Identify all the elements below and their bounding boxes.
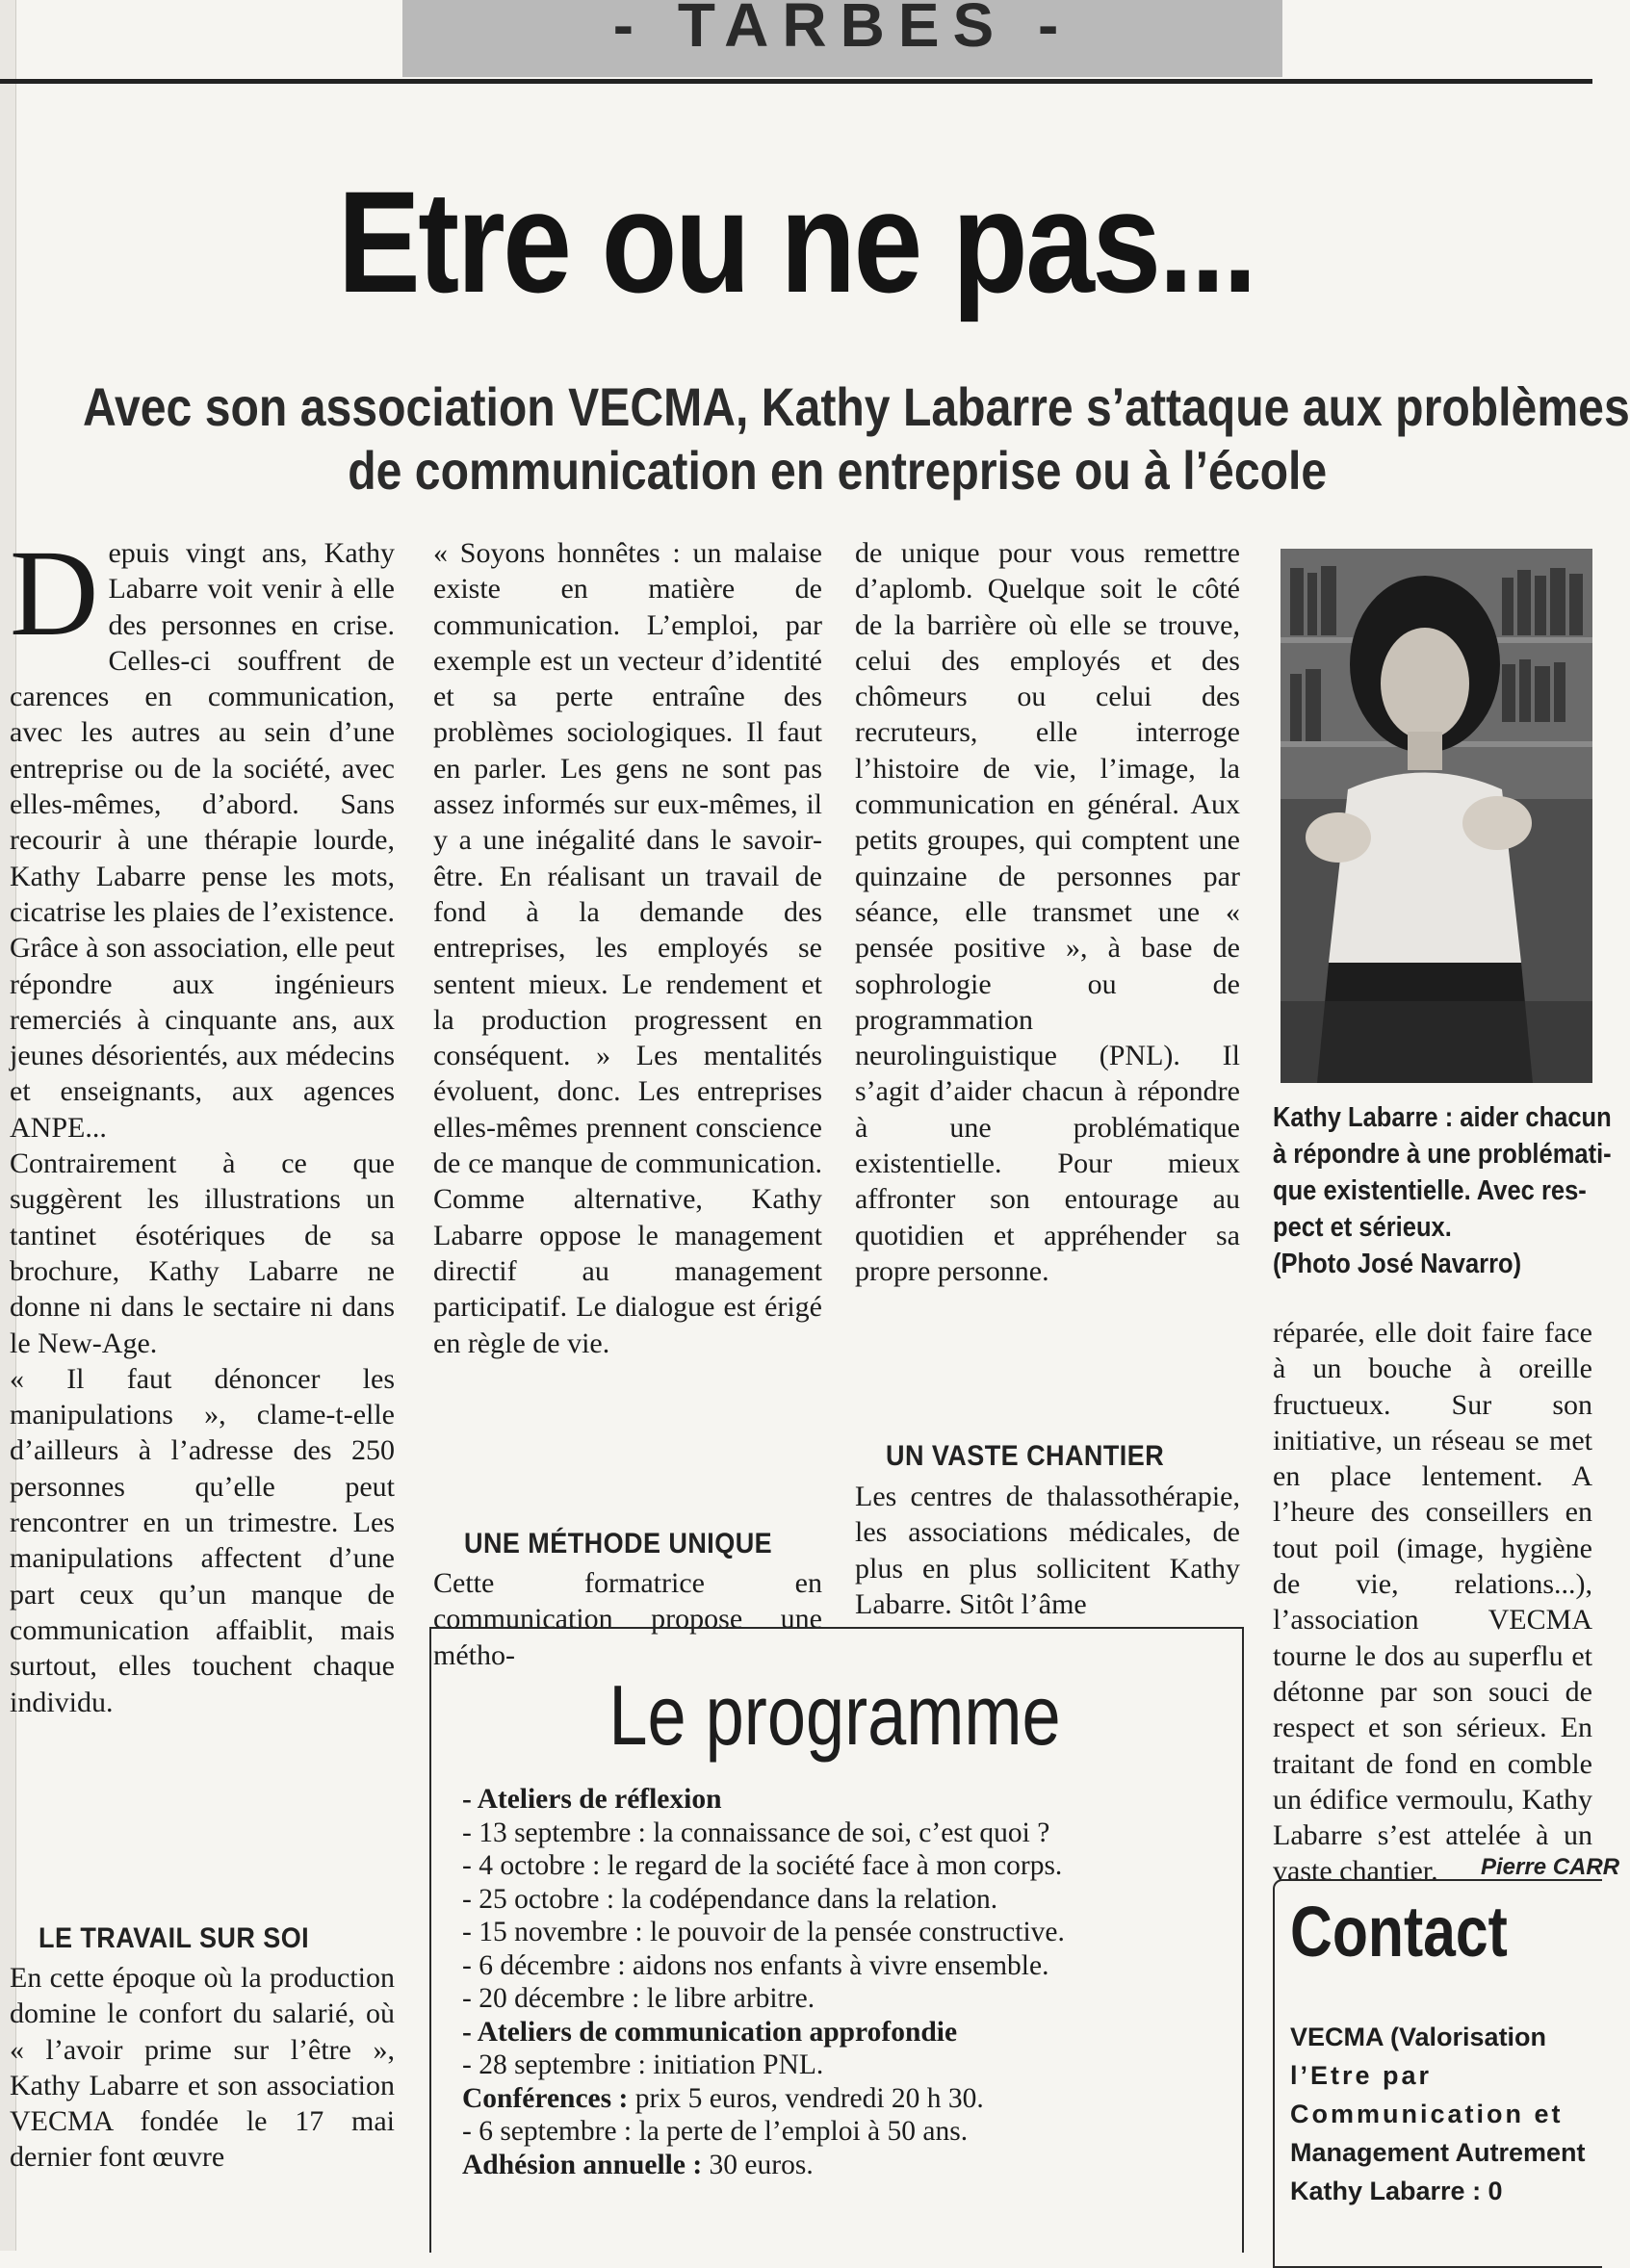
programme-line: - 13 septembre : la connaissance de soi, c’est quoi ? bbox=[462, 1817, 1050, 1848]
article-column-2 bbox=[433, 535, 822, 1361]
drop-cap: D bbox=[10, 525, 99, 661]
paragraph: Cette formatrice en communication propose une métho- bbox=[433, 1567, 822, 1671]
contact-line: Management Autrement bbox=[1290, 2138, 1586, 2167]
paragraph: Les centres de thalassothérapie, les associations médicales, de plus en plus sollicitent Kathy Labarre. Sitôt l’âme bbox=[855, 1481, 1240, 1620]
contact-title: Contact bbox=[1290, 1892, 1508, 1972]
programme-line: - Ateliers de communication approfondie bbox=[462, 2016, 958, 2048]
top-rule bbox=[0, 79, 1592, 84]
headline: Etre ou ne pas... bbox=[337, 161, 1255, 322]
programme-line: - 25 octobre : la codépendance dans la relation. bbox=[462, 1883, 998, 1915]
programme-list bbox=[462, 1783, 1213, 2181]
paragraph: « Soyons honnêtes : un malaise existe en matière de communication. L’emploi, par exemple est un vecteur d’identité et sa perte entraîne des problèmes sociologiques. Il faut en parler. Les gens ne sont pas assez informés sur eux-mêmes, il y a une inégalité dans le savoir-être. En réalisant un travail de fond à la demande des entreprises, les employés se sentent mieux. Le rendement et la production progressent en conséquent. » Les mentalités évoluent, donc. Les entreprises elles-mêmes prennent conscience de ce manque de communication. Comme alternative, Kathy Labarre oppose le management directif au management participatif. Le dialogue est érigé en règle de vie. bbox=[433, 537, 822, 1359]
caption-line: à répondre à une problémati- bbox=[1273, 1139, 1612, 1170]
programme-value: prix 5 euros, vendredi 20 h 30. bbox=[628, 2082, 984, 2114]
contact-line: VECMA (Valorisation bbox=[1290, 2023, 1547, 2051]
subhead-line-1: Avec son association VECMA, Kathy Labarre s’attaque aux problèmes bbox=[83, 376, 1630, 437]
paragraph: réparée, elle doit faire face à un bouche à oreille fructueux. Sur son initiative, un réseau se met en place lentement. A l’heure des conseillers en tout poil (image, hygiène de vie, relations...), l’association VECMA tourne le dos au superflu et détonne par son souci de respect et son sérieux. En traitant de fond en comble un édifice vermoulu, Kathy Labarre s’est attelée à un vaste chantier. bbox=[1273, 1317, 1592, 1888]
programme-title: Le programme bbox=[608, 1667, 1061, 1763]
lead-text: epuis vingt ans, Kathy Labarre voit venir à elle des personnes en crise. Celles-ci souffrent de carences en communication, avec les autres au sein d’une entreprise ou de la société, avec elles-mêmes, d’abord. Sans recourir à une thérapie lourde, Kathy Labarre pense les mots, cicatrise les plaies de l’existence. Grâce à son association, elle peut répondre aux ingénieurs remerciés à cinquante ans, aux jeunes désorientés, aux médecins et enseignants, aux agences ANPE... bbox=[10, 537, 395, 1144]
article-column-1-continued bbox=[10, 1960, 395, 2176]
programme-line bbox=[462, 2082, 1213, 2116]
programme-label: Adhésion annuelle : bbox=[462, 2149, 703, 2180]
article-column-4 bbox=[1273, 1315, 1592, 1890]
photo-portrait-icon bbox=[1281, 549, 1592, 1083]
paragraph: de unique pour vous remettre d’aplomb. Quelque soit le côté de la barrière où elle se trouve, celui des employés et des chômeurs ou celui des recruteurs, elle interroge l’histoire de vie, l’image, la communication en général. Aux petits groupes, qui comptent une quinzaine de personnes par séance, elle transmet une « pensée positive », à base de sophrologie ou de programmation neurolinguistique (PNL). Il s’agit d’aider chacun à répondre à une problématique existentielle. Pour mieux affronter son entourage au quotidien et appréhender sa propre personne. bbox=[855, 537, 1240, 1287]
article-column-3 bbox=[855, 535, 1240, 1289]
section-heading-travail: LE TRAVAIL SUR SOI bbox=[39, 1922, 310, 1954]
photo-portrait bbox=[1281, 549, 1592, 1083]
caption-line: Kathy Labarre : aider chacun bbox=[1273, 1102, 1612, 1133]
byline: Pierre CARR bbox=[1481, 1854, 1620, 1880]
programme-line: - 6 décembre : aidons nos enfants à vivre ensemble. bbox=[462, 1949, 1049, 1981]
paragraph: « Il faut dénoncer les manipulations », clame-t-elle d’ailleurs à l’adresse des 250 personnes qu’elle peut rencontrer en un trimestre. Les manipulations affectent d’une part ceux qu’un manque de communication affaiblit, mais surtout, elles touchent chaque individu. bbox=[10, 1362, 395, 1718]
contact-line: Kathy Labarre : 0 bbox=[1290, 2177, 1503, 2205]
caption-line: que existentielle. Avec res- bbox=[1273, 1175, 1587, 1206]
programme-line: - Ateliers de réflexion bbox=[462, 1784, 722, 1815]
rubric-band bbox=[402, 0, 1282, 77]
article-column-1 bbox=[10, 525, 395, 1720]
programme-line bbox=[462, 2149, 1213, 2182]
lead-paragraph bbox=[10, 525, 395, 1146]
programme-line: - 28 septembre : initiation PNL. bbox=[462, 2049, 824, 2080]
contact-line: Communication et bbox=[1290, 2100, 1564, 2128]
subhead-line-2: de communication en entreprise ou à l’école bbox=[348, 440, 1328, 501]
photo-caption bbox=[1273, 1099, 1612, 1282]
paragraph: Contrairement à ce que suggèrent les illustrations un tantinet ésotériques de sa brochure, Kathy Labarre ne donne ni dans le sectaire ni dans le New-Age. bbox=[10, 1147, 395, 1359]
contact-line: l’Etre par bbox=[1290, 2061, 1433, 2090]
programme-line: - 6 septembre : la perte de l’emploi à 50 ans. bbox=[462, 2116, 969, 2147]
rubric-label: - TARBES - bbox=[612, 0, 1073, 60]
paragraph: En cette époque où la production domine le confort du salarié, où « l’avoir prime sur l’être », Kathy Labarre et son association VECMA fondée le 17 mai dernier font œuvre bbox=[10, 1962, 395, 2174]
programme-line: - 4 octobre : le regard de la société face à mon corps. bbox=[462, 1850, 1063, 1881]
caption-line: pect et sérieux. bbox=[1273, 1212, 1452, 1243]
caption-line: (Photo José Navarro) bbox=[1273, 1249, 1522, 1279]
section-heading-methode: UNE MÉTHODE UNIQUE bbox=[464, 1528, 773, 1559]
programme-label: Conférences : bbox=[462, 2082, 629, 2114]
programme-value: 30 euros. bbox=[702, 2149, 814, 2180]
programme-line: - 20 décembre : le libre arbitre. bbox=[462, 1983, 815, 2014]
contact-details bbox=[1290, 2018, 1589, 2210]
subhead bbox=[0, 375, 1630, 503]
section-heading-chantier: UN VASTE CHANTIER bbox=[886, 1440, 1165, 1472]
article-column-3-continued bbox=[855, 1479, 1240, 1622]
programme-line: - 15 novembre : le pouvoir de la pensée constructive. bbox=[462, 1917, 1065, 1947]
